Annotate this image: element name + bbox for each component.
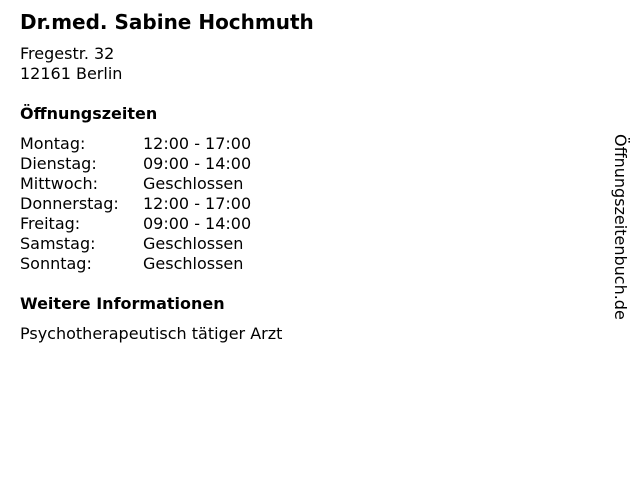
address-street: Fregestr. 32 <box>20 44 115 63</box>
hours-time: Geschlossen <box>143 174 244 193</box>
hours-day: Montag: <box>20 134 86 153</box>
hours-time: Geschlossen <box>143 254 244 273</box>
hours-row-friday <box>20 214 600 234</box>
hours-time: Geschlossen <box>143 234 244 253</box>
hours-time: 12:00 - 17:00 <box>143 134 252 153</box>
hours-time: 12:00 - 17:00 <box>143 194 252 213</box>
hours-row-sunday <box>20 254 600 274</box>
hours-day: Freitag: <box>20 214 81 233</box>
hours-time: 09:00 - 14:00 <box>143 214 252 233</box>
hours-time: 09:00 - 14:00 <box>143 154 252 173</box>
hours-row-thursday <box>20 194 600 214</box>
further-info-heading: Weitere Informationen <box>20 294 225 313</box>
hours-row-saturday <box>20 234 600 254</box>
hours-day: Sonntag: <box>20 254 92 273</box>
hours-day: Mittwoch: <box>20 174 98 193</box>
brand-watermark-link[interactable]: Öffnungszeitenbuch.de <box>611 134 630 320</box>
further-info-text: Psychotherapeutisch tätiger Arzt <box>20 324 283 343</box>
address-city: 12161 Berlin <box>20 64 123 83</box>
address-block <box>20 44 600 84</box>
opening-hours-table <box>20 134 600 274</box>
hours-day: Donnerstag: <box>20 194 119 213</box>
hours-day: Dienstag: <box>20 154 97 173</box>
practice-card <box>20 10 600 344</box>
practice-name: Dr.med. Sabine Hochmuth <box>20 10 314 34</box>
hours-row-tuesday <box>20 154 600 174</box>
opening-hours-heading: Öffnungszeiten <box>20 104 158 123</box>
hours-day: Samstag: <box>20 234 96 253</box>
hours-row-wednesday <box>20 174 600 194</box>
hours-row-monday <box>20 134 600 154</box>
